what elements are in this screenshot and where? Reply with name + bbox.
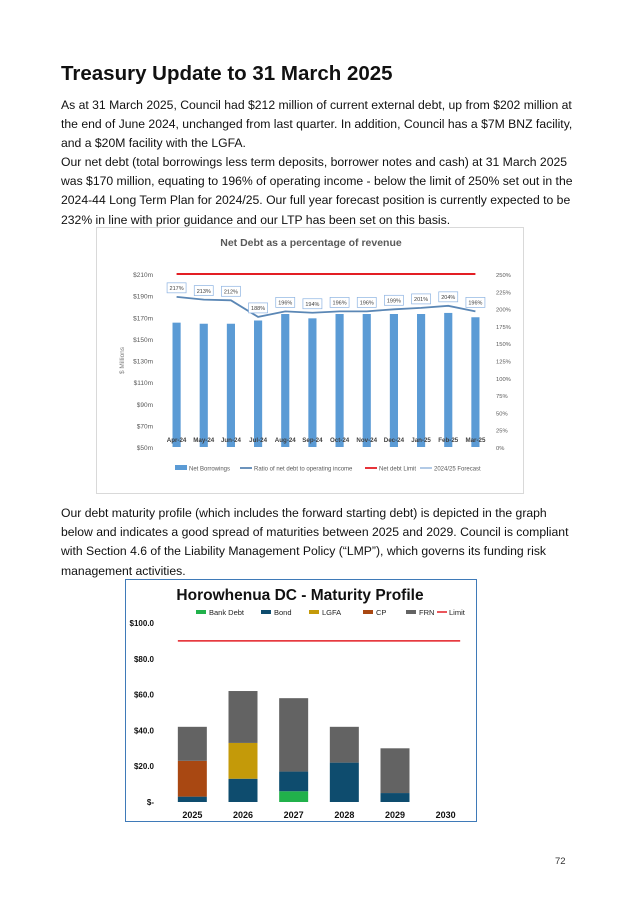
x-tick-label: 2025	[182, 810, 203, 820]
net-borrowings-bar	[173, 323, 181, 447]
ratio-data-label: 212%	[223, 289, 238, 296]
legend-label: FRN	[419, 608, 435, 617]
y2-tick-label: 50%	[496, 411, 508, 418]
maturity-bar-segment	[279, 698, 308, 771]
ratio-data-label: 196%	[359, 300, 374, 307]
paragraph-maturity: Our debt maturity profile (which includes the forward starting debt) is depicted in the graph below and indicates a good spread of maturities between 2025 and 2029. Council is compliant with Section 4.6 of the Liability Management Policy (“LMP”), which governs its funding risk management activities.	[61, 506, 569, 578]
legend-label: Bank Debt	[209, 608, 245, 617]
y-tick-label: $90m	[136, 401, 153, 409]
x-tick-label: 2026	[232, 810, 254, 820]
net-borrowings-bar	[200, 324, 208, 447]
y-tick-label: $110m	[133, 380, 153, 388]
legend-label: Net Borrowings	[189, 466, 231, 473]
x-tick-label: 2027	[283, 810, 304, 820]
x-tick-label: Dec-24	[383, 437, 405, 444]
maturity-bar-segment	[279, 772, 308, 792]
maturity-bar-segment	[330, 763, 359, 802]
net-debt-chart-svg	[97, 228, 525, 495]
y2-tick-label: 200%	[496, 307, 511, 314]
ratio-data-label: 188%	[251, 306, 266, 313]
legend-label: Bond	[274, 608, 292, 617]
legend-swatch	[196, 610, 206, 614]
y-tick-label: $70m	[136, 423, 153, 431]
legend-swatch	[175, 465, 187, 470]
legend-label: Limit	[449, 608, 465, 617]
ratio-data-label: 196%	[468, 300, 483, 307]
x-tick-label: Mar-25	[465, 437, 486, 444]
chart-title: Net Debt as a percentage of revenue	[220, 237, 402, 249]
x-tick-label: Apr-24	[166, 437, 187, 444]
y2-tick-label: 150%	[496, 342, 511, 349]
paragraph-debt-summary: As at 31 March 2025, Council had $212 million of current external debt, up from $202 million at the end of June 2024, unchanged from last quarter. In addition, Council has a $7M BNZ facility, and a $20M facility with the LGFA.	[61, 98, 573, 151]
maturity-bar-segment	[178, 797, 207, 802]
legend-label: Ratio of net debt to operating income	[254, 466, 353, 473]
x-tick-label: Jul-24	[249, 437, 268, 444]
maturity-bar-segment	[178, 761, 207, 797]
ratio-data-label: 204%	[441, 295, 456, 302]
maturity-bar-segment	[330, 727, 359, 763]
x-tick-label: Aug-24	[274, 437, 296, 444]
x-tick-label: Oct-24	[329, 437, 350, 444]
x-tick-label: 2028	[334, 810, 355, 820]
legend-label: 2024/25 Forecast	[434, 466, 481, 473]
x-tick-label: 2029	[384, 810, 406, 820]
y-tick-label: $100.0	[129, 619, 154, 628]
maturity-bar-segment	[178, 727, 207, 761]
y2-tick-label: 25%	[496, 428, 508, 435]
x-tick-label: May-24	[193, 437, 215, 444]
net-borrowings-bar	[254, 320, 262, 447]
net-borrowings-bar	[281, 314, 289, 447]
y-axis-label: $ Millions	[119, 346, 126, 375]
legend-label: LGFA	[322, 608, 342, 617]
ratio-data-label: 201%	[414, 297, 429, 304]
y-tick-label: $60.0	[133, 690, 154, 700]
maturity-bar-segment	[381, 748, 410, 793]
y2-tick-label: 250%	[496, 273, 511, 279]
maturity-bar-segment	[229, 779, 258, 802]
y-tick-label: $170m	[133, 315, 153, 323]
legend-label: Net debt Limit	[379, 466, 417, 473]
y2-tick-label: 125%	[496, 359, 511, 366]
y-tick-label: $-	[146, 798, 154, 807]
net-borrowings-bar	[444, 313, 452, 447]
y2-tick-label: 75%	[496, 394, 508, 401]
maturity-bar-segment	[381, 793, 410, 802]
legend-swatch	[363, 610, 373, 614]
page-number: 72	[555, 856, 566, 867]
page-title: Treasury Update to 31 March 2025	[61, 62, 393, 85]
legend-swatch	[261, 610, 271, 614]
ratio-data-label: 196%	[278, 300, 293, 307]
legend-swatch	[406, 610, 416, 614]
net-borrowings-bar	[471, 317, 479, 447]
x-tick-label: Sep-24	[302, 437, 323, 444]
y2-tick-label: 225%	[496, 290, 511, 297]
ratio-data-label: 194%	[305, 302, 320, 309]
paragraph-net-debt: Our net debt (total borrowings less term deposits, borrower notes and cash) at 31 March 2025 was $170 million, equating to 196% of operating income - below the limit of 250% set out in the 2024-44 Long Term Plan for 2024/25. Our full year forecast position is currently expected to be 232% in line with prior guidance and our LTP has been set on this basis.	[61, 155, 573, 227]
maturity-bar-segment	[229, 691, 258, 743]
y-tick-label: $80.0	[133, 654, 154, 664]
x-tick-label: Feb-25	[438, 437, 459, 444]
x-tick-label: Nov-24	[356, 437, 378, 444]
chart-title: Horowhenua DC - Maturity Profile	[176, 587, 424, 604]
net-borrowings-bar	[363, 314, 371, 447]
legend-label: CP	[376, 608, 387, 617]
ratio-data-label: 217%	[169, 286, 184, 293]
y-tick-label: $40.0	[133, 726, 154, 736]
y-tick-label: $130m	[133, 358, 153, 366]
net-borrowings-bar	[336, 314, 344, 447]
y-tick-label: $210m	[133, 272, 153, 279]
x-tick-label: Jan-25	[411, 437, 431, 444]
y-tick-label: $20.0	[133, 762, 154, 772]
maturity-profile-chart-svg	[126, 580, 475, 820]
maturity-profile-chart	[125, 579, 477, 822]
y2-tick-label: 100%	[496, 376, 511, 383]
y2-tick-label: 175%	[496, 324, 511, 331]
y2-tick-label: 0%	[496, 446, 505, 452]
legend-swatch	[309, 610, 319, 614]
ratio-data-label: 196%	[332, 300, 347, 307]
y-tick-label: $50m	[136, 445, 153, 452]
net-borrowings-bar	[308, 318, 316, 447]
ratio-data-label: 213%	[196, 288, 211, 295]
maturity-bar-segment	[229, 743, 258, 779]
y-tick-label: $150m	[133, 336, 153, 344]
net-borrowings-bar	[227, 324, 235, 447]
y-tick-label: $190m	[133, 293, 153, 301]
net-borrowings-bar	[390, 314, 398, 447]
net-borrowings-bar	[417, 314, 425, 447]
maturity-bar-segment	[279, 791, 308, 802]
ratio-data-label: 199%	[386, 298, 401, 305]
x-tick-label: Jun-24	[220, 437, 241, 444]
x-tick-label: 2030	[435, 810, 456, 820]
net-debt-chart	[96, 227, 524, 494]
